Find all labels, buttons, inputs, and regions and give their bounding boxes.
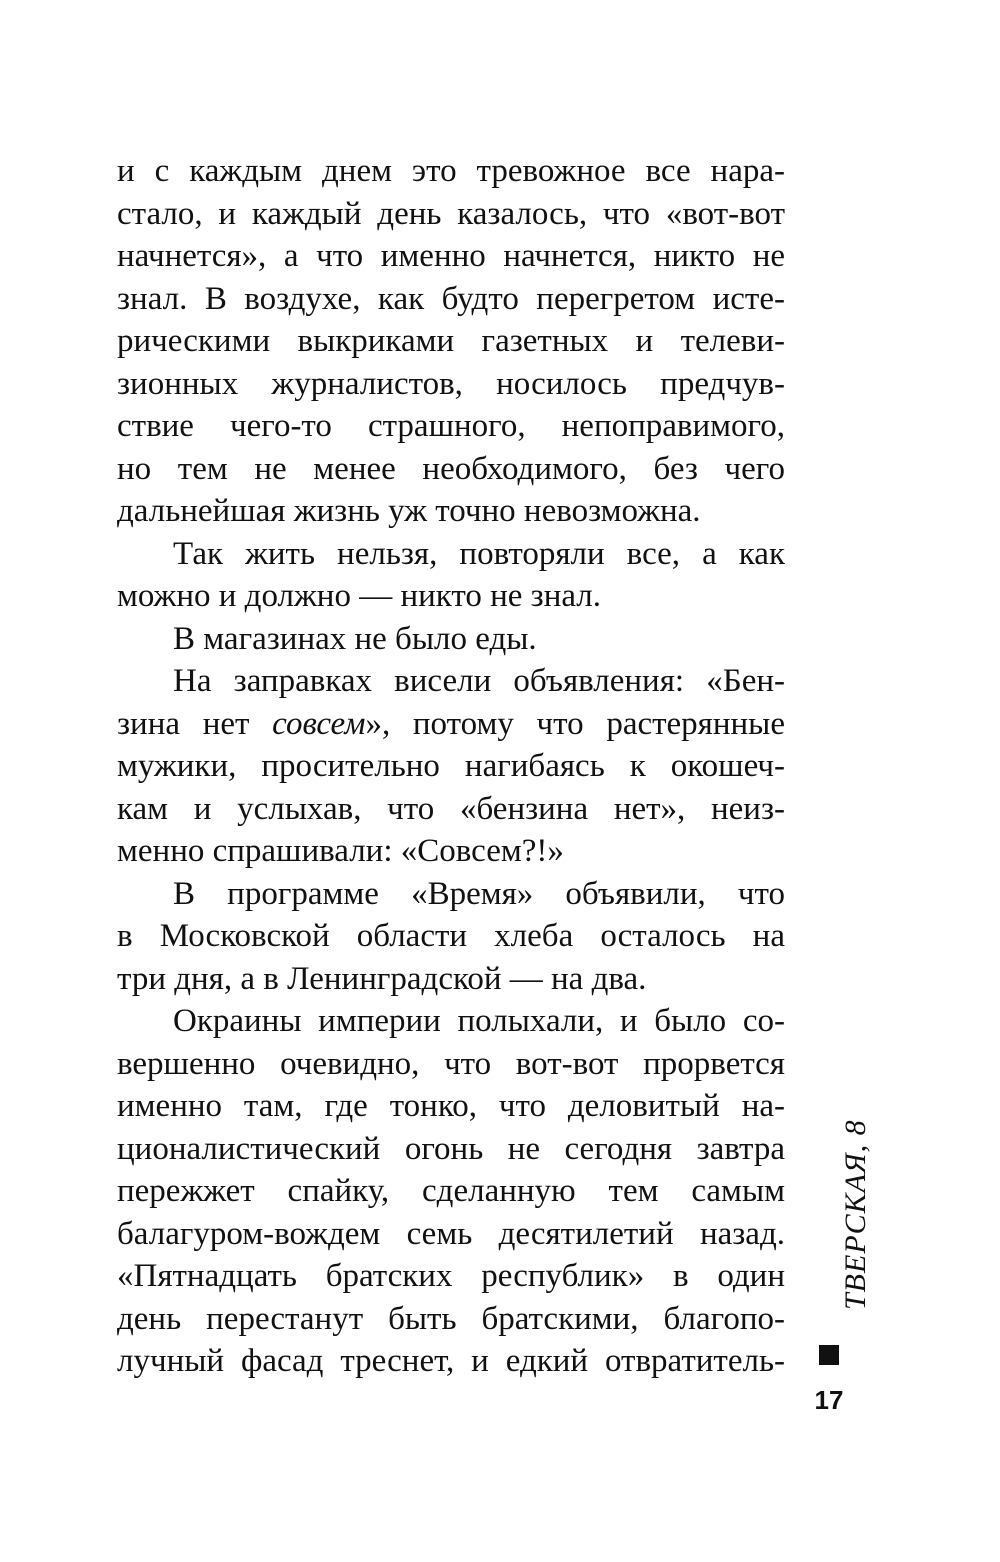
text-line: кам и услыхав, что «бензина нет», неиз- — [117, 790, 785, 827]
text-line: В магазинах не было еды. — [173, 620, 537, 657]
text-line: пережжет спайку, сделанную тем самым — [117, 1173, 785, 1209]
text-line: три дня, а в Ленинградской — на два. — [117, 960, 647, 997]
text-line: На заправках висели объявления: «Бен- — [173, 663, 785, 699]
text-fragment: », потому что растерянные — [365, 705, 785, 742]
running-head-title: ТВЕРСКАЯ, 8 — [839, 1119, 872, 1310]
page-number: 17 — [814, 1385, 844, 1415]
text-line: рическими выкриками газетных и телеви- — [117, 323, 785, 359]
text-line: лучный фасад треснет, и едкий отвратитель- — [117, 1343, 785, 1379]
text-line: дальнейшая жизнь уж точно невозможна. — [117, 493, 701, 529]
text-line: знал. В воздухе, как будто перегретом исте- — [117, 280, 785, 317]
text-line: вершенно очевидно, что вот-вот прорвется — [117, 1045, 785, 1082]
text-line: день перестанут быть братскими, благопо- — [117, 1300, 785, 1337]
text-line: Окраины империи полыхали, и было со- — [173, 1003, 785, 1039]
emphasis-word: совсем — [272, 705, 366, 742]
body-text — [117, 150, 785, 1383]
text-line — [117, 703, 785, 746]
text-line: в Московской области хлеба осталось на — [117, 918, 785, 954]
text-line: ствие чего-то страшного, непоправимого, — [117, 408, 785, 444]
text-line: менно спрашивали: «Совсем?!» — [117, 833, 564, 869]
text-line: ционалистический огонь не сегодня завтра — [117, 1130, 785, 1167]
text-line: и с каждым днем это тревожное все нара- — [117, 153, 785, 189]
text-line: «Пятнадцать братских республик» в один — [117, 1258, 785, 1294]
text-line: но тем не менее необходимого, без чего — [117, 450, 785, 487]
text-fragment: зина нет — [117, 705, 273, 742]
text-line: стало, и каждый день казалось, что «вот-вот — [117, 195, 785, 232]
text-line: Так жить нельзя, повторяли все, а как — [173, 535, 785, 572]
text-line: В программе «Время» объявили, что — [173, 875, 785, 912]
text-line: зионных журналистов, носилось предчув- — [117, 365, 785, 402]
text-line: мужики, просительно нагибаясь к окошеч- — [117, 748, 785, 784]
text-line: балагуром-вождем семь десятилетий назад. — [117, 1215, 785, 1252]
running-head — [816, 1000, 872, 1330]
square-bullet-icon — [819, 1345, 839, 1365]
text-line: можно и должно — никто не знал. — [117, 578, 602, 614]
text-line: начнется», а что именно начнется, никто не — [117, 238, 785, 274]
text-line: именно там, где тонко, что деловитый на- — [117, 1088, 785, 1124]
